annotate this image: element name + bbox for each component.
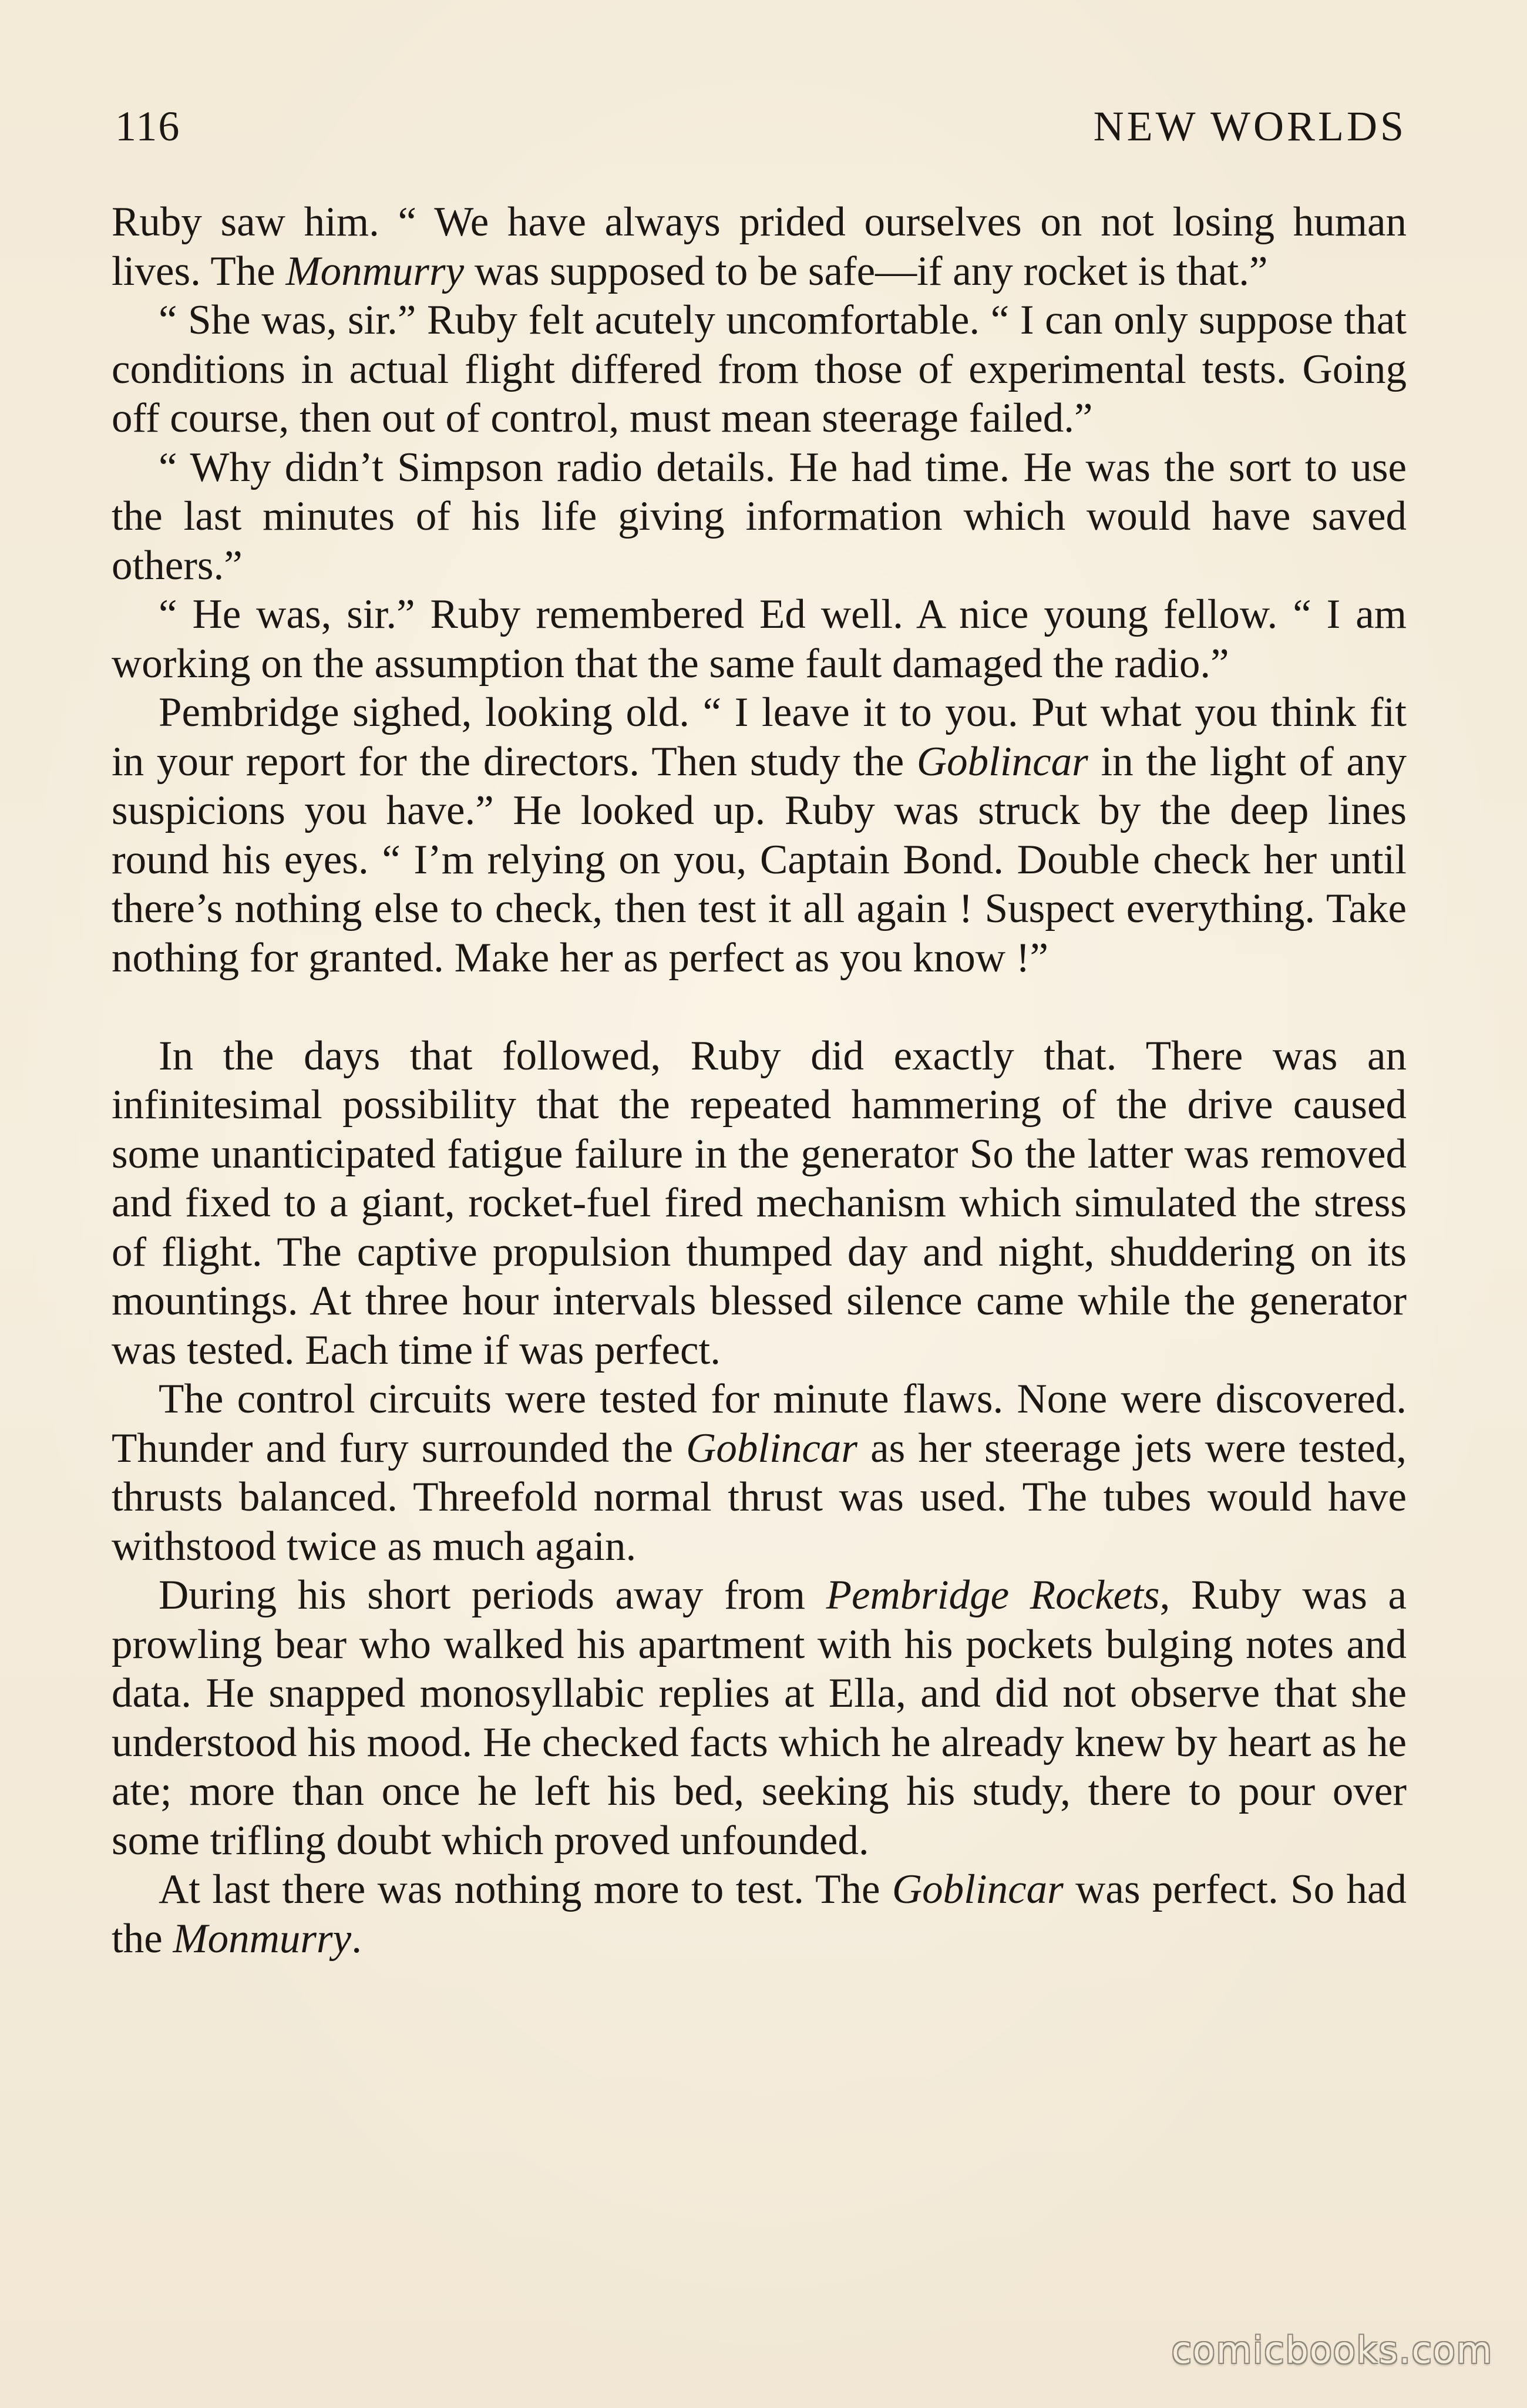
italic-text: Monmurry — [173, 1915, 352, 1962]
paragraph — [112, 198, 1407, 296]
text-run: In the days that followed, Ruby did exactly that. There was an infinitesimal possibility that the repeated hammering of the drive caused some unanticipated fatigue failure in the generator So the latter was removed and fixed to a giant, rocket-fuel fired mechanism which simulated the stress of flight. The captive propulsion thumped day and night, shuddering on its mountings. At three hour intervals blessed silence came while the generator was tested. Each time if was perfect. — [112, 1033, 1407, 1373]
text-run: was supposed to be safe—if any rocket is that.” — [464, 248, 1268, 294]
text-run: was perfect. So had the — [112, 1866, 1407, 1962]
text-run: The control circuits were tested for minute flaws. None were discovered. Thunder and fury surrounded the — [112, 1376, 1407, 1471]
book-title: NEW WORLDS — [1093, 103, 1407, 150]
italic-text: Goblincar — [916, 738, 1088, 785]
page-number: 116 — [115, 103, 181, 150]
body-text — [112, 198, 1407, 1963]
paragraph — [112, 296, 1407, 443]
paragraph — [112, 1032, 1407, 1375]
italic-text: Goblincar — [892, 1866, 1064, 1912]
paragraph — [112, 1375, 1407, 1571]
paragraph — [112, 443, 1407, 591]
paragraph — [112, 688, 1407, 983]
text-run: in the light of any suspicions you have.” He looked up. Ruby was struck by the deep lines round his eyes. “ I’m relying on you, Captain Bond. Double check her until there’s nothing else to check, then test it all again ! Suspect everything. Take nothing for granted. Make her as perfect as you know !” — [112, 738, 1407, 981]
text-run: Ruby saw him. “ We have always prided ourselves on not losing human lives. The — [112, 199, 1407, 294]
text-run: During his short periods away from — [159, 1572, 826, 1618]
paragraph — [112, 1571, 1407, 1865]
text-run: . — [351, 1915, 362, 1962]
text-run: Pembridge sighed, looking old. “ I leave it to you. Put what you think fit in your report for the directors. Then study the — [112, 690, 1407, 785]
text-run: “ She was, sir.” Ruby felt acutely uncomfortable. “ I can only suppose that conditions in actual flight differed from those of experimental tests. Going off course, then out of control, must mean steerage failed.” — [112, 297, 1407, 441]
text-run: At last there was nothing more to test. The — [159, 1866, 892, 1912]
paragraph — [112, 590, 1407, 688]
italic-text: Monmurry — [285, 248, 465, 294]
italic-text: Goblincar — [686, 1425, 857, 1471]
text-run: as her steerage jets were tested, thrusts balanced. Threefold normal thrust was used. The tubes would have withstood twice as much again. — [112, 1425, 1407, 1569]
watermark: comicbooks.com — [1171, 2329, 1493, 2372]
text-run: “ Why didn’t Simpson radio details. He had time. He was the sort to use the last minutes of his life giving information which would have saved others.” — [112, 444, 1407, 588]
paragraph — [112, 1865, 1407, 1963]
italic-text: Pembridge Rockets — [826, 1572, 1160, 1618]
running-head — [115, 100, 1407, 153]
text-run: , Ruby was a prowling bear who walked his apartment with his pockets bulging notes and data. He snapped monosyllabic replies at Ella, and did not observe that she understood his mood. He checked facts which he already knew by heart as he ate; more than once he left his bed, seeking his study, there to pour over some trifling doubt which proved unfounded. — [112, 1572, 1407, 1864]
text-run: “ He was, sir.” Ruby remembered Ed well. A nice young fellow. “ I am working on the assumption that the same fault damaged the radio.” — [112, 591, 1407, 687]
